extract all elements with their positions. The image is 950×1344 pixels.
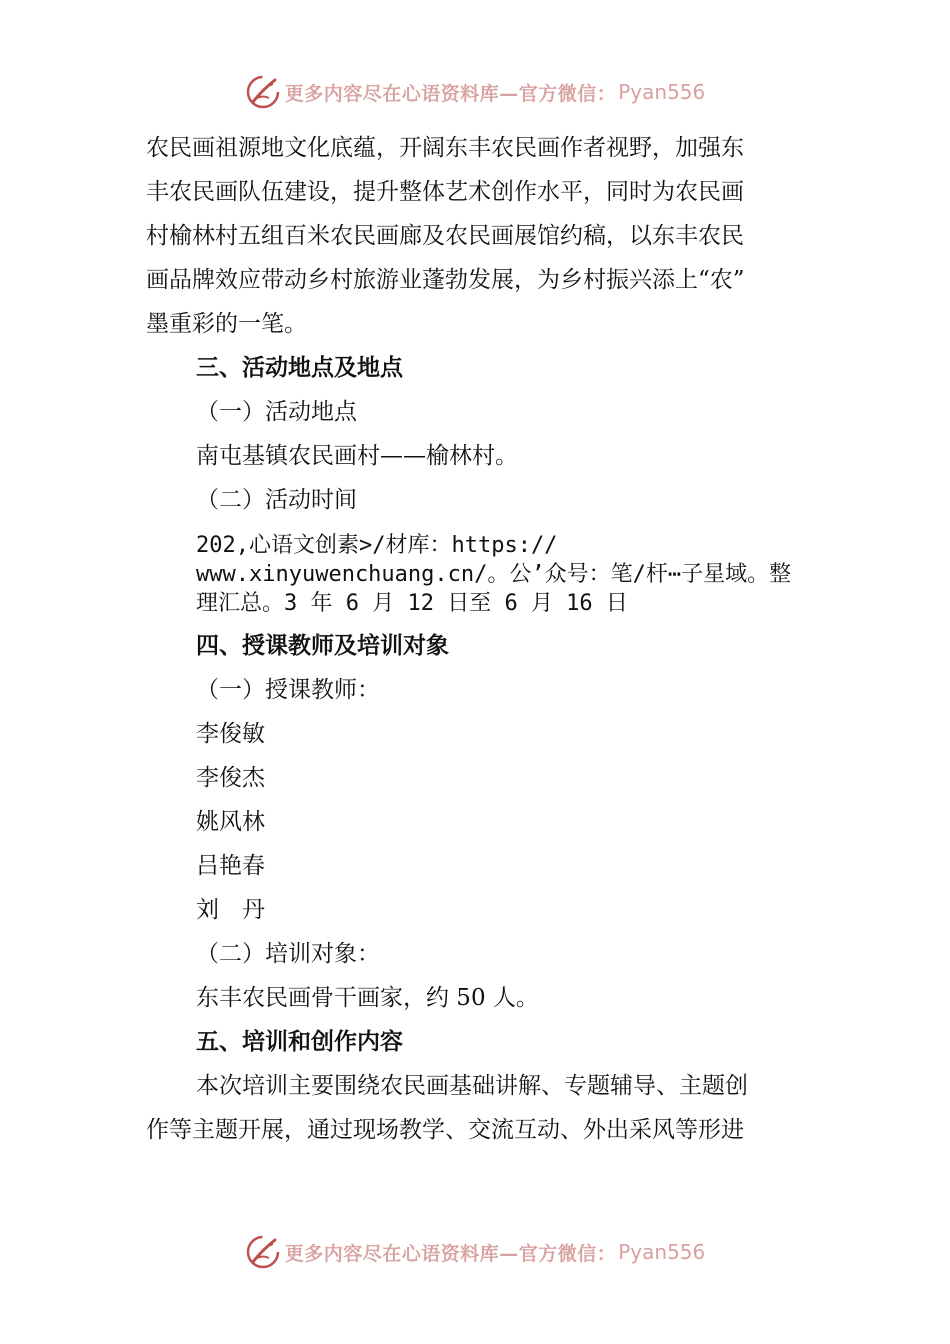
trainees-text: 东丰农民画骨干画家，约 50 人。 [196,985,539,1011]
brush-logo-icon [245,74,281,110]
teacher-name: 刘 丹 [196,897,265,923]
teacher-name: 李俊敏 [196,721,265,747]
teacher-name: 李俊杰 [196,765,265,791]
paragraph-line: 画品牌效应带动乡村旅游业蓬勃发展，为乡村振兴添上“农” [146,267,745,293]
banner-wechat-id: Pyan556 [618,80,706,104]
section-heading-3: 三、活动地点及地点 [196,354,403,381]
subheading-location: （一）活动地点 [196,399,357,425]
teacher-name: 姚风林 [196,809,265,835]
brush-logo-icon [245,1234,281,1270]
banner-wechat-id: Pyan556 [618,1240,706,1264]
paragraph-line: 本次培训主要围绕农民画基础讲解、专题辅导、主题创 [196,1073,748,1099]
footer-banner [0,1232,950,1272]
subheading-teachers: （一）授课教师： [196,677,380,703]
teacher-name: 吕艳春 [196,853,265,879]
paragraph-line: 丰农民画队伍建设，提升整体艺术创作水平，同时为农民画 [146,179,744,205]
subheading-time: （二）活动时间 [196,487,357,513]
time-text-block [146,522,826,624]
document-body [146,126,826,1152]
time-text-line: 理汇总。3 年 6 月 12 日至 6 月 16 日 [196,591,628,616]
time-text-line: 202,心语文创素>/材库：https:// [196,533,558,558]
time-text-line: www.xinyuwenchuang.cn/。公’众号：笔/杆⋯子星域。整 [196,562,792,587]
paragraph-line: 墨重彩的一笔。 [146,311,307,337]
location-text: 南屯基镇农民画村——榆林村。 [196,443,518,469]
section-heading-4: 四、授课教师及培训对象 [196,632,449,659]
paragraph-line: 村榆林村五组百米农民画廊及农民画展馆约稿，以东丰农民 [146,223,744,249]
paragraph-line: 农民画祖源地文化底蕴，开阔东丰农民画作者视野，加强东 [146,135,744,161]
banner-text: 更多内容尽在心语资料库—官方微信： [284,1242,617,1265]
header-banner [0,72,950,112]
section-heading-5: 五、培训和创作内容 [196,1028,403,1055]
paragraph-line: 作等主题开展，通过现场教学、交流互动、外出采风等形进 [146,1117,744,1143]
subheading-trainees: （二）培训对象： [196,941,380,967]
banner-text: 更多内容尽在心语资料库—官方微信： [284,82,617,105]
